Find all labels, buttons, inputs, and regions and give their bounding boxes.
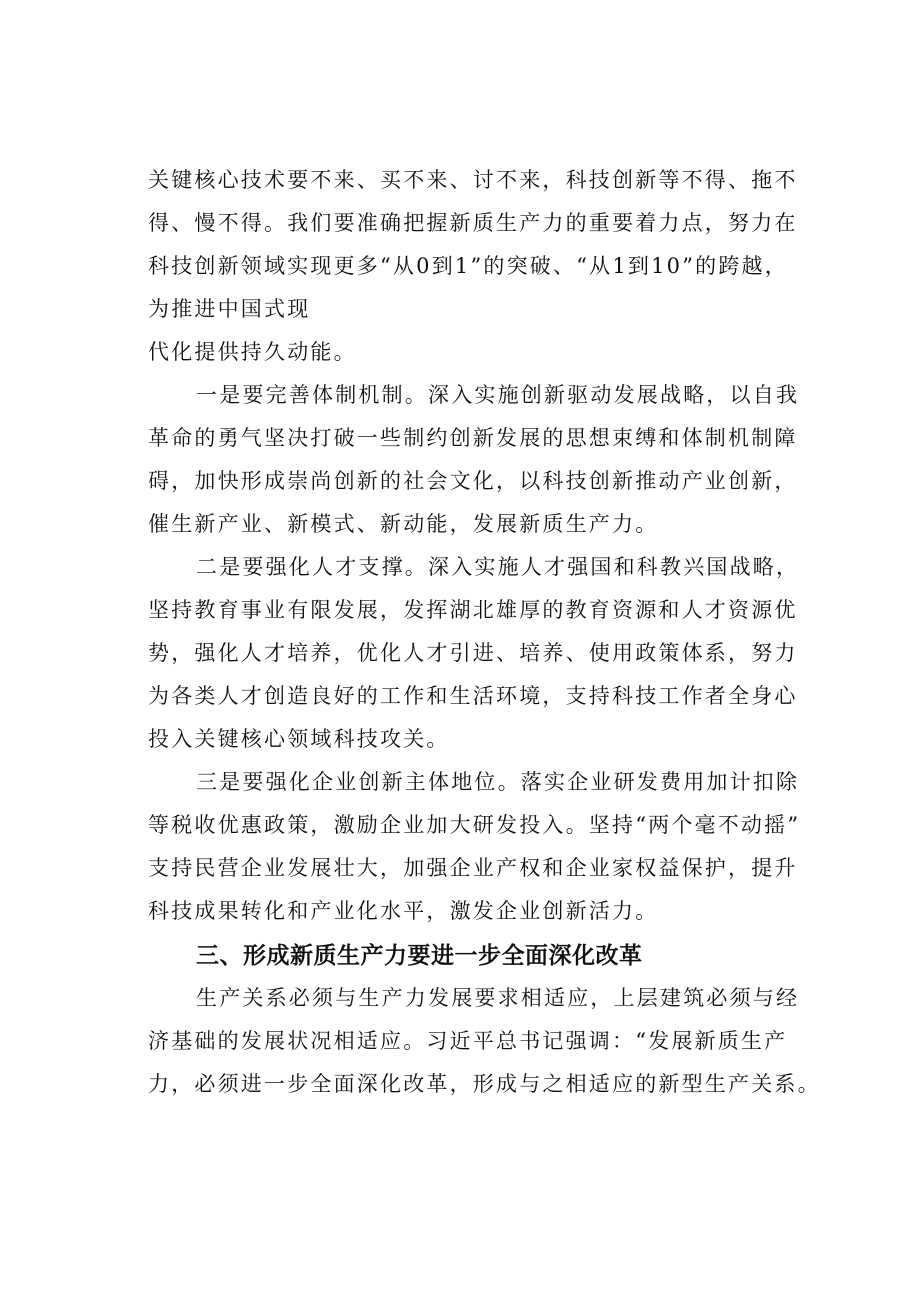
paragraph-line: 支持民营企业发展壮大，加强企业产权和企业家权益保护，提升: [148, 856, 798, 880]
paragraph-line: 碍，加快形成崇尚创新的社会文化，以科技创新推动产业创新，: [148, 469, 798, 493]
paragraph-line: 科技创新领域实现更多“从0到1”的突破、“从1到10”的跨越，: [148, 254, 788, 278]
paragraph-line: 势，强化人才培养，优化人才引进、培养、使用政策体系，努力: [148, 641, 798, 665]
paragraph-line: 关键核心技术要不来、买不来、讨不来，科技创新等不得、拖不: [148, 168, 798, 192]
paragraph-line: 为各类人才创造良好的工作和生活环境，支持科技工作者全身心: [148, 684, 798, 708]
paragraph-line: 为推进中国式现: [148, 297, 311, 321]
paragraph-line: 革命的勇气坚决打破一些制约创新发展的思想束缚和体制机制障: [148, 426, 798, 450]
paragraph-line: 坚持教育事业有限发展，发挥湖北雄厚的教育资源和人才资源优: [148, 598, 798, 622]
paragraph-line: 生产关系必须与生产力发展要求相适应，上层建筑必须与经: [196, 986, 800, 1010]
paragraph-line: 科技成果转化和产业化水平，激发企业创新活力。: [148, 899, 659, 923]
paragraph-line: 力，必须进一步全面深化改革，形成与之相适应的新型生产关系。: [148, 1072, 821, 1096]
paragraph-line: 一是要完善体制机制。深入实施创新驱动发展战略，以自我: [196, 383, 800, 407]
paragraph-line: 三是要强化企业创新主体地位。落实企业研发费用加计扣除: [196, 770, 800, 794]
paragraph-line: 济基础的发展状况相适应。习近平总书记强调：“发展新质生产: [148, 1029, 788, 1053]
paragraph-line: 二是要强化人才支撑。深入实施人才强国和科教兴国战略，: [196, 555, 800, 579]
paragraph-line: 代化提供持久动能。: [148, 340, 357, 364]
paragraph-line: 投入关键核心领域科技攻关。: [148, 727, 450, 751]
paragraph-line: 催生新产业、新模式、新动能，发展新质生产力。: [148, 512, 659, 536]
paragraph-line: 得、慢不得。我们要准确把握新质生产力的重要着力点，努力在: [148, 211, 798, 235]
paragraph-line: 等税收优惠政策，激励企业加大研发投入。坚持“两个毫不动摇”: [148, 813, 801, 837]
section-heading: 三、形成新质生产力要进一步全面深化改革: [196, 943, 643, 969]
